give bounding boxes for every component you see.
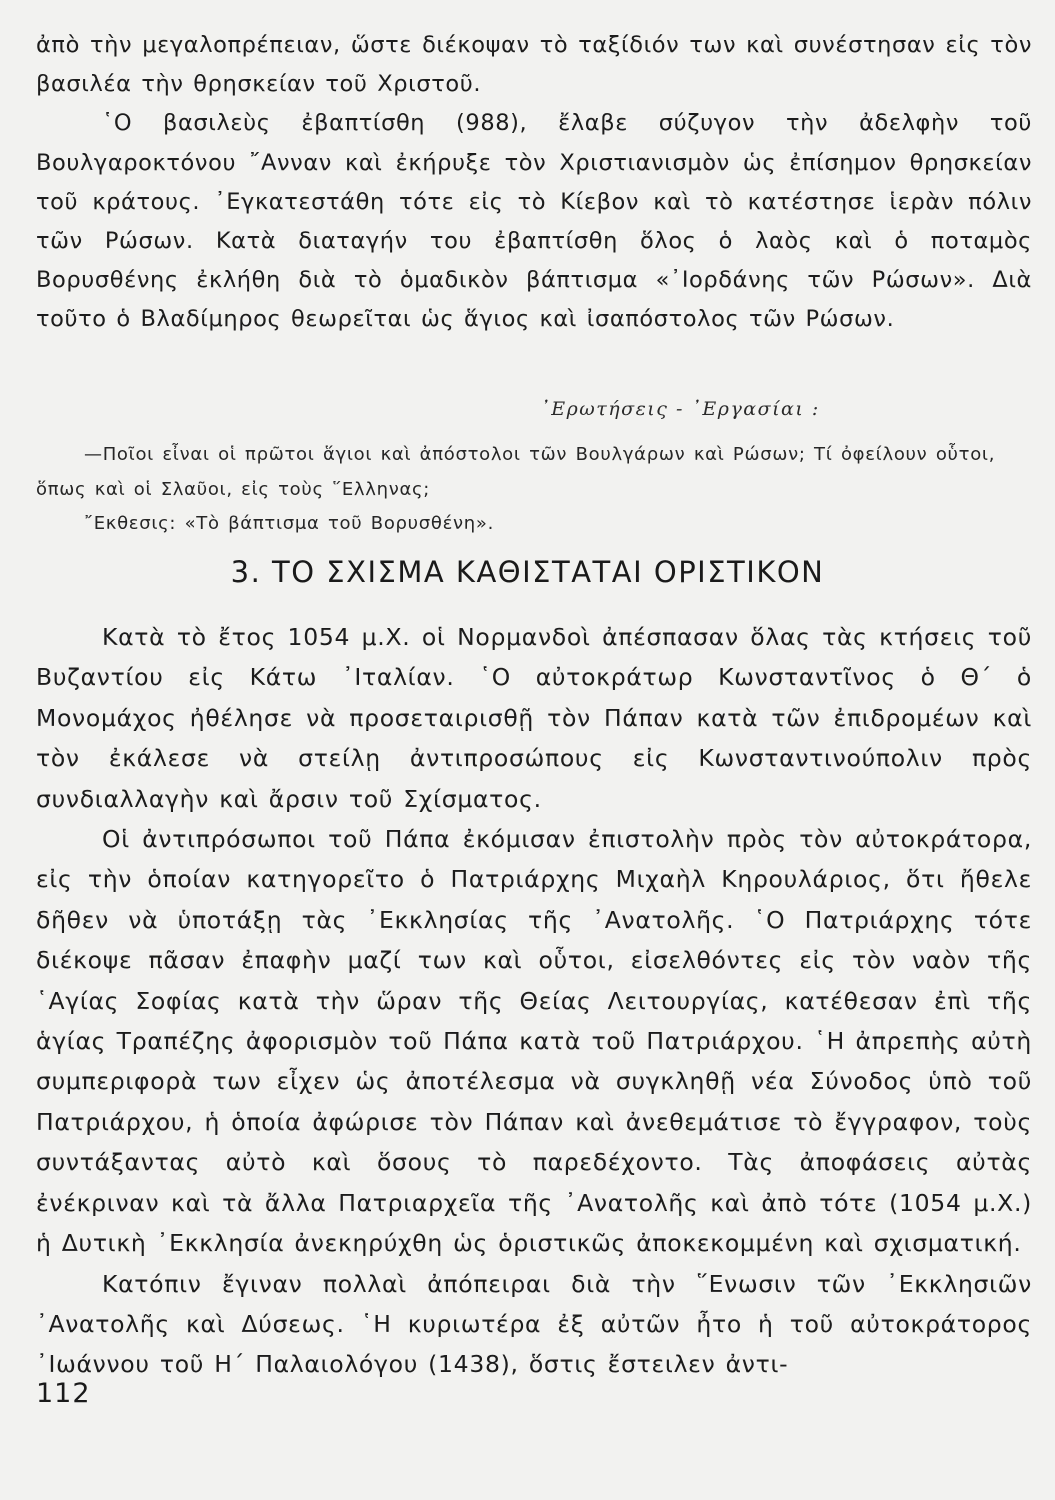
paragraph: ἀπὸ τὴν μεγαλοπρέπειαν, ὥστε διέκοψαν τὸ ταξίδιόν των καὶ συνέστησαν εἰς τὸν βασιλέα τὴν θρησκείαν τοῦ Χριστοῦ. [36, 32, 1032, 98]
paragraph: Οἱ ἀντιπρόσωποι τοῦ Πάπα ἐκόμισαν ἐπιστολὴν πρὸς τὸν αὐτοκράτορα, εἰς τὴν ὁποίαν κατηγορεῖτο ὁ Πατριάρχης Μιχαὴλ Κηρουλάριος, ὅτι ἤθελε δῆθεν νὰ ὑποτάξῃ τὰς ᾿Εκκλησίας τῆς ᾿Ανατολῆς. ῾Ο Πατριάρχης τότε διέκοψε πᾶσαν ἐπαφὴν μαζί των καὶ οὗτοι, εἰσελθόντες εἰς τὸν ναὸν τῆς ῾Αγίας Σοφίας κατὰ τὴν ὥραν τῆς Θείας Λειτουργίας, κατέθεσαν ἐπὶ τῆς ἁγίας Τραπέζης ἀφορισμὸν τοῦ Πάπα κατὰ τοῦ Πατριάρχου. ῾Η ἀπρεπὴς αὐτὴ συμπεριφορὰ των εἶχεν ὡς ἀποτέλεσμα νὰ συγκληθῇ νέα Σύνοδος ὑπὸ τοῦ Πατριάρχου, ἡ ὁποία ἀφώρισε τὸν Πάπαν καὶ ἀνεθεμάτισε τὸ ἔγγραφον, τοὺς συντάξαντας αὐτὸ καὶ ὅσους τὸ παρεδέχοντο. Τὰς ἀποφάσεις αὐτὰς ἐνέκριναν καὶ τὰ ἄλλα Πατριαρχεῖα τῆς ᾿Ανατολῆς καὶ ἀπὸ τότε (1054 μ.Χ.) ἡ Δυτικὴ ᾿Εκκλησία ἀνεκηρύχθη ὡς ὁριστικῶς ἀποκεκομμένη καὶ σχισματική. [36, 825, 1032, 1258]
paragraph: Κατόπιν ἔγιναν πολλαὶ ἀπόπειραι διὰ τὴν ῞Ενωσιν τῶν ᾿Εκκλησιῶν ᾿Ανατολῆς καὶ Δύσεως. ῾Η κυριωτέρα ἐξ αὐτῶν ἦτο ἡ τοῦ αὐτοκράτορος ᾿Ιωάννου τοῦ Η΄ Παλαιολόγου (1438), ὅστις ἔστειλεν ἀντι- [36, 1269, 1032, 1379]
section-title: 3. ΤΟ ΣΧΙΣΜΑ ΚΑΘΙΣΤΑΤΑΙ ΟΡΙΣΤΙΚΟΝ [230, 555, 825, 589]
questions-heading: ᾿Ερωτήσεις - ᾿Εργασίαι : [540, 398, 820, 420]
question-item: ῎Εκθεσις: «Τὸ βάπτισμα τοῦ Βορυσθένη». [84, 513, 495, 534]
paragraph: Κατὰ τὸ ἔτος 1054 μ.Χ. οἱ Νορμανδοὶ ἀπέσπασαν ὅλας τὰς κτήσεις τοῦ Βυζαντίου εἰς Κάτω ᾿Ιταλίαν. ῾Ο αὐτοκράτωρ Κωνσταντῖνος ὁ Θ΄ ὁ Μονομάχος ἠθέλησε νὰ προσεταιρισθῇ τὸν Πάπαν κατὰ τῶν ἐπιδρομέων καὶ τὸν ἐκάλεσε νὰ στείλῃ ἀντιπροσώπους εἰς Κωνσταντινούπολιν πρὸς συνδιαλλαγὴν καὶ ἄρσιν τοῦ Σχίσματος. [36, 623, 1032, 813]
page-number: 112 [36, 1378, 91, 1409]
paragraph: ῾Ο βασιλεὺς ἐβαπτίσθη (988), ἔλαβε σύζυγον τὴν ἀδελφὴν τοῦ Βουλγαροκτόνου ῎Ανναν καὶ ἐκήρυξε τὸν Χριστιανισμὸν ὡς ἐπίσημον θρησκείαν τοῦ κράτους. ᾿Εγκατεστάθη τότε εἰς τὸ Κίεβον καὶ τὸ κατέστησε ἱερὰν πόλιν τῶν Ρώσων. Κατὰ διαταγήν του ἐβαπτίσθη ὅλος ὁ λαὸς καὶ ὁ ποταμὸς Βορυσθένης ἐκλήθη διὰ τὸ ὁμαδικὸν βάπτισμα «᾿Ιορδάνης τῶν Ρώσων». Διὰ τοῦτο ὁ Βλαδίμηρος θεωρεῖται ὡς ἅγιος καὶ ἰσαπόστολος τῶν Ρώσων. [36, 110, 1032, 333]
section-body [36, 617, 1032, 1385]
intro-text-block [36, 26, 1032, 340]
question-item: —Ποῖοι εἶναι οἱ πρῶτοι ἅγιοι καὶ ἀπόστολοι τῶν Βουλγάρων καὶ Ρώσων; Τί ὀφείλουν οὗτοι, ὅπως καὶ οἱ Σλαῦοι, εἰς τοὺς ῞Ελληνας; [36, 444, 996, 500]
questions-block [36, 438, 1032, 542]
